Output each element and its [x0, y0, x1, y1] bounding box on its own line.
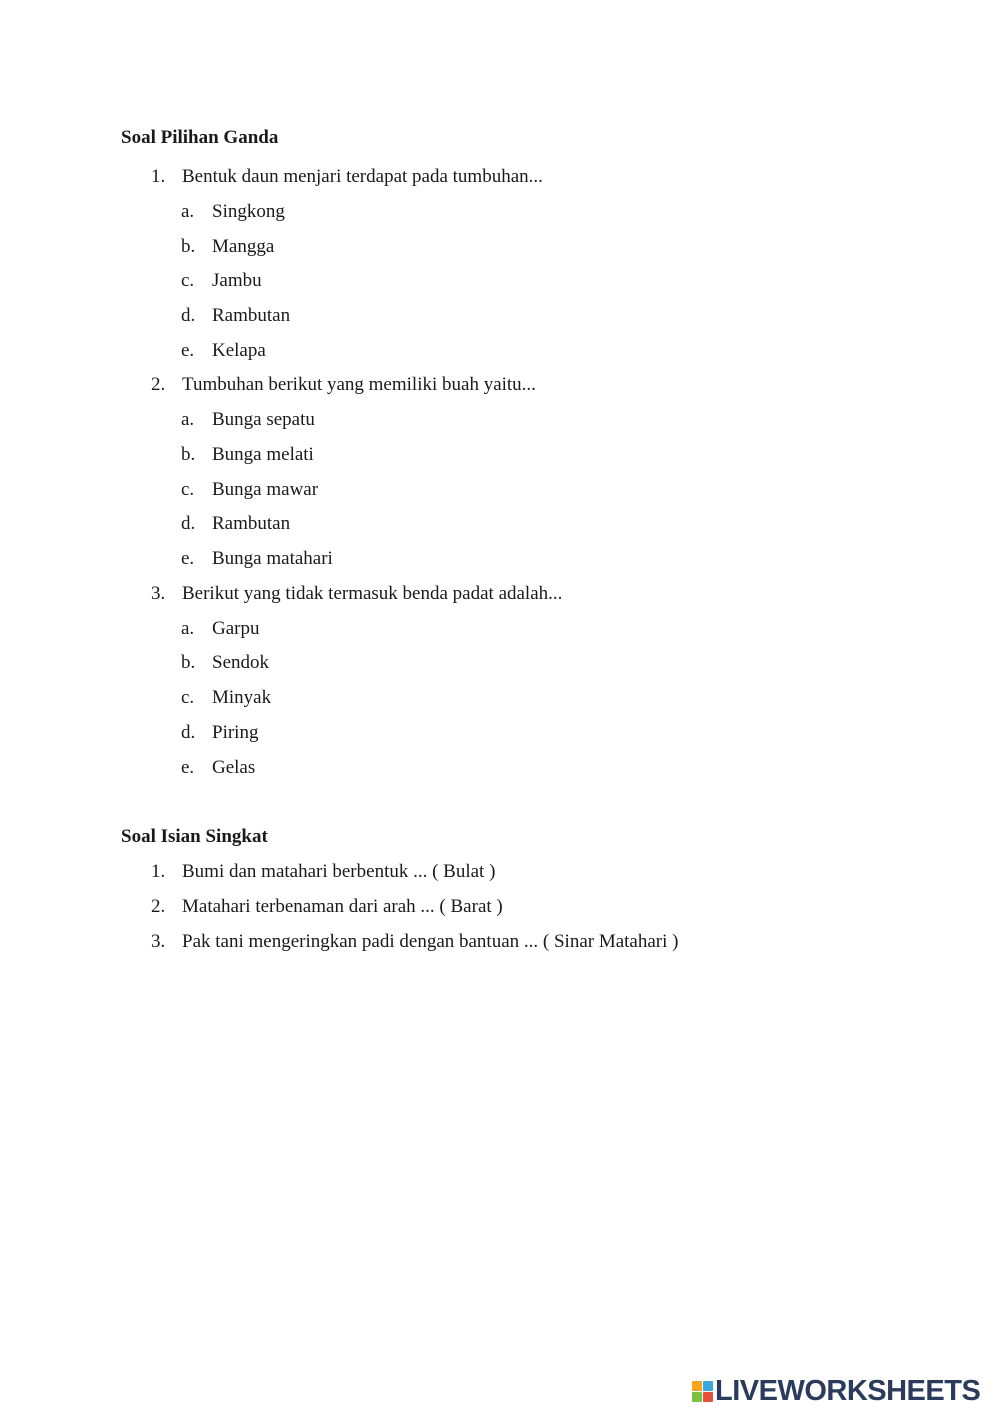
- option-letter: e.: [181, 757, 195, 778]
- option-text: Bunga matahari: [212, 548, 333, 569]
- short-question-1: [151, 862, 495, 881]
- option-letter: a.: [181, 201, 195, 222]
- question-number: 1.: [151, 861, 166, 882]
- option-3e[interactable]: [181, 758, 255, 777]
- option-2e[interactable]: [181, 549, 333, 568]
- question-3: [151, 584, 562, 603]
- section-title-short-answer: Soal Isian Singkat: [121, 826, 268, 847]
- option-text: Rambutan: [212, 305, 291, 326]
- option-text: Minyak: [212, 687, 272, 708]
- question-text: Pak tani mengeringkan padi dengan bantuan ... ( Sinar Matahari ): [182, 931, 679, 952]
- option-letter: d.: [181, 513, 196, 534]
- option-letter: d.: [181, 722, 196, 743]
- option-3d[interactable]: [181, 723, 258, 742]
- option-text: Rambutan: [212, 513, 291, 534]
- question-1: [151, 167, 543, 186]
- option-text: Jambu: [212, 270, 262, 291]
- logo-tile: [692, 1381, 702, 1391]
- short-question-3: [151, 932, 679, 951]
- logo-text: LIVEWORKSHEETS: [715, 1374, 981, 1407]
- question-number: 3.: [151, 931, 166, 952]
- question-2: [151, 375, 536, 394]
- option-letter: a.: [181, 409, 195, 430]
- option-letter: a.: [181, 618, 195, 639]
- question-text: Bumi dan matahari berbentuk ... ( Bulat ): [182, 861, 496, 882]
- option-text: Sendok: [212, 652, 269, 673]
- option-letter: e.: [181, 340, 195, 361]
- section-title-multiple-choice: Soal Pilihan Ganda: [121, 127, 279, 148]
- option-1e[interactable]: [181, 341, 266, 360]
- option-1a[interactable]: [181, 202, 285, 221]
- option-letter: c.: [181, 479, 195, 500]
- question-number: 1.: [151, 166, 166, 187]
- option-2b[interactable]: [181, 445, 314, 464]
- option-2d[interactable]: [181, 514, 290, 533]
- option-letter: b.: [181, 236, 196, 257]
- question-text: Berikut yang tidak termasuk benda padat adalah...: [182, 583, 563, 604]
- option-2a[interactable]: [181, 410, 315, 429]
- option-text: Singkong: [212, 201, 285, 222]
- option-text: Kelapa: [212, 340, 266, 361]
- logo-tile: [692, 1392, 702, 1402]
- option-letter: c.: [181, 270, 195, 291]
- liveworksheets-logo: [692, 1376, 980, 1406]
- option-letter: b.: [181, 444, 196, 465]
- option-letter: d.: [181, 305, 196, 326]
- option-letter: b.: [181, 652, 196, 673]
- question-text: Tumbuhan berikut yang memiliki buah yaitu...: [182, 374, 536, 395]
- option-1b[interactable]: [181, 237, 274, 256]
- option-1d[interactable]: [181, 306, 290, 325]
- option-text: Gelas: [212, 757, 256, 778]
- logo-icon: [692, 1381, 713, 1402]
- option-text: Piring: [212, 722, 259, 743]
- option-text: Mangga: [212, 236, 275, 257]
- question-number: 3.: [151, 583, 166, 604]
- option-letter: c.: [181, 687, 195, 708]
- question-text: Matahari terbenaman dari arah ... ( Barat ): [182, 896, 503, 917]
- question-number: 2.: [151, 374, 166, 395]
- option-3b[interactable]: [181, 653, 269, 672]
- option-letter: e.: [181, 548, 195, 569]
- option-3a[interactable]: [181, 619, 259, 638]
- question-number: 2.: [151, 896, 166, 917]
- option-2c[interactable]: [181, 480, 318, 499]
- option-3c[interactable]: [181, 688, 271, 707]
- logo-tile: [703, 1392, 713, 1402]
- option-1c[interactable]: [181, 271, 262, 290]
- option-text: Bunga melati: [212, 444, 314, 465]
- logo-tile: [703, 1381, 713, 1391]
- question-text: Bentuk daun menjari terdapat pada tumbuhan...: [182, 166, 543, 187]
- option-text: Garpu: [212, 618, 260, 639]
- option-text: Bunga mawar: [212, 479, 319, 500]
- option-text: Bunga sepatu: [212, 409, 315, 430]
- short-question-2: [151, 897, 503, 916]
